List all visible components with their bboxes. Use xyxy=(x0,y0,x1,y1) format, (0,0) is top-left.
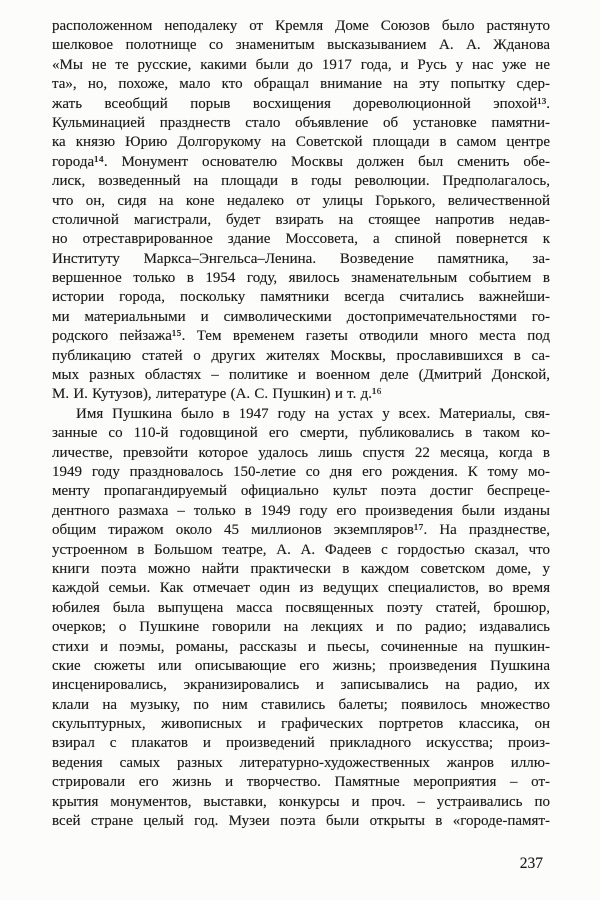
text-line: истории города, поскольку памятники всегда считались важнейши- xyxy=(52,289,550,306)
text-line: личестве, превзойти которое удалось лишь спустя 22 месяца, когда в xyxy=(52,444,550,461)
text-line: занные со 110-й годовщиной его смерти, публиковались в таком ко- xyxy=(52,425,550,442)
page-number: 237 xyxy=(519,855,543,872)
text-line: стрировали его жизнь и творчество. Памятные мероприятия – от- xyxy=(52,774,550,791)
text-line: общим тиражом около 45 миллионов экземпляров¹⁷. На празднестве, xyxy=(52,522,550,539)
text-line: инсценировались, экранизировались и записывались на радио, их xyxy=(52,677,550,694)
text-line: Кульминацией празднеств стало объявление об установке памятни- xyxy=(52,114,550,131)
text-line: дентного размаха – только в 1949 году его произведения были изданы xyxy=(52,502,550,519)
text-line: шелковое полотнище со знаменитым высказыванием А. А. Жданова xyxy=(52,37,550,54)
text-line: ведения самых разных литературно-художественных жанров иллю- xyxy=(52,754,550,771)
text-line: вершенное только в 1954 году, явилось знаменательным событием в xyxy=(52,270,550,287)
text-line: столичной магистрали, будет взирать на стоящее напротив недав- xyxy=(52,211,550,228)
text-line: очерков; о Пушкине говорили на лекциях и по радио; издавались xyxy=(52,619,550,636)
text-line: взирал с плакатов и произведений прикладного искусства; произ- xyxy=(52,735,550,752)
text-line: юбилея была выпущена масса посвященных поэту статей, брошюр, xyxy=(52,599,550,616)
text-line: публикацию статей о других жителях Москвы, прославившихся в са- xyxy=(52,347,550,364)
text-line: устроенном в Большом театре, А. А. Фадеев с гордостью сказал, что xyxy=(52,541,550,558)
text-line: книги поэта можно найти практически в каждом советском доме, у xyxy=(52,560,550,577)
text-line: М. И. Кутузов), литературе (А. С. Пушкин) и т. д.¹⁶ xyxy=(52,386,382,403)
text-line: ка князю Юрию Долгорукому на Советской площади в самом центре xyxy=(52,134,550,151)
text-line: родского пейзажа¹⁵. Тем временем газеты отводили много места под xyxy=(52,328,550,345)
text-line: лиск, возведенный на площади в годы революции. Предполагалось, xyxy=(52,173,550,190)
text-line: города¹⁴. Монумент основателю Москвы должен был сменить обе- xyxy=(52,153,550,170)
text-line: но отреставрированное здание Моссовета, а спиной повернется к xyxy=(52,231,550,248)
text-line: мых разных областях – политике и военном деле (Дмитрий Донской, xyxy=(52,367,550,384)
text-line: стихи и поэмы, романы, рассказы и пьесы, сочиненные на пушкин- xyxy=(52,638,550,655)
text-line: клали на музыку, по ним ставились балеты; появилось множество xyxy=(52,696,550,713)
text-line: скульптурных, живописных и графических портретов классика, он xyxy=(52,716,550,733)
text-line: крытия монументов, выставки, конкурсы и проч. – устраивались по xyxy=(52,793,550,810)
text-line: ми материальными и символическими достопримечательностями го- xyxy=(52,308,550,325)
text-line: жать всеобщий порыв восхищения дореволюционной эпохой¹³. xyxy=(52,95,550,112)
text-line: каждой семьи. Как отмечает один из ведущих специалистов, во время xyxy=(52,580,550,597)
text-line: ские сюжеты или описывающие его жизнь; произведения Пушкина xyxy=(52,657,550,674)
text-line: менту пропагандируемый официально культ поэта достиг беспреце- xyxy=(52,483,550,500)
text-line: «Мы не те русские, какими были до 1917 года, и Русь у нас уже не xyxy=(52,56,550,73)
text-line: та», но, похоже, мало кто обращал внимание на эту попытку сдер- xyxy=(52,76,550,93)
text-line: расположенном неподалеку от Кремля Доме Союзов было растянуто xyxy=(52,18,550,34)
text-line: 1949 году праздновалось 150-летие со дня его рождения. К тому мо- xyxy=(52,463,550,480)
text-line: Имя Пушкина было в 1947 году на устах у всех. Материалы, свя- xyxy=(76,405,550,422)
text-column xyxy=(52,17,550,831)
text-line: что он, сидя на коне недалеко от улицы Горького, величественной xyxy=(52,192,550,209)
text-line: всей стране целый год. Музеи поэта были открыты в «городе-памят- xyxy=(52,813,550,830)
text-line: Институту Маркса–Энгельса–Ленина. Возведение памятника, за- xyxy=(52,250,550,267)
